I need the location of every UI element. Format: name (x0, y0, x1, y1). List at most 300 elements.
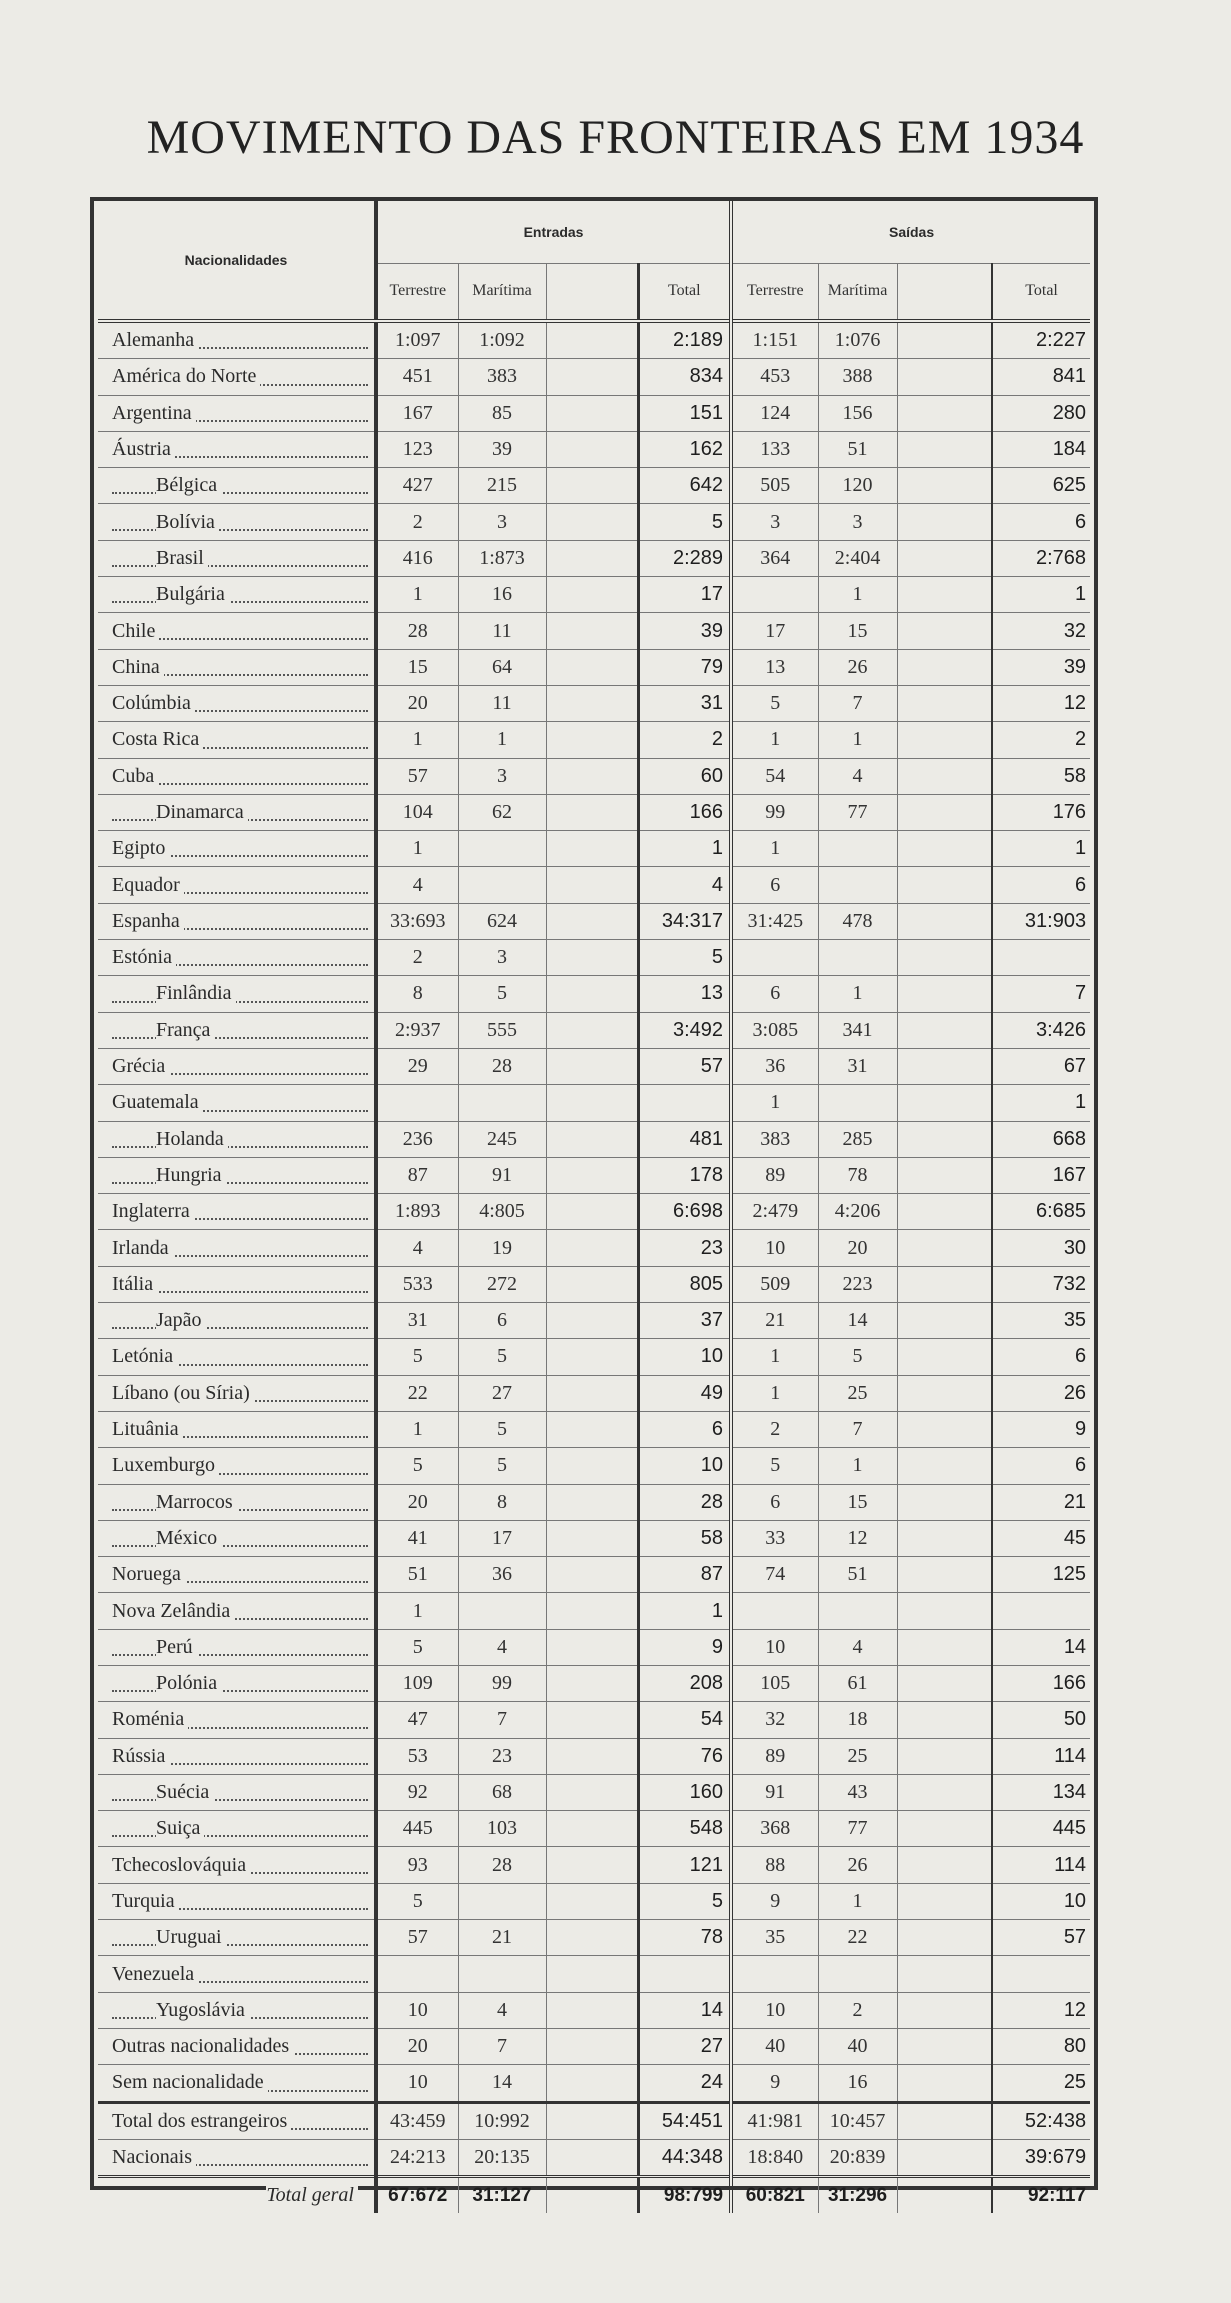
entradas-terrestre: 109 (376, 1665, 458, 1701)
saidas-maritima (818, 940, 897, 976)
entradas-total: 34:317 (638, 903, 731, 939)
saidas-total: 2:768 (992, 540, 1090, 576)
row-name-cell (98, 1520, 376, 1556)
saidas-blank (897, 649, 992, 685)
entradas-blank (546, 1085, 638, 1121)
saidas-terrestre: 6 (731, 1484, 818, 1520)
saidas-total: 92:117 (992, 2177, 1090, 2214)
entradas-blank (546, 831, 638, 867)
entradas-blank (546, 321, 638, 359)
saidas-blank (897, 1012, 992, 1048)
row-name: Cuba (112, 765, 158, 787)
dot-leader (112, 1545, 368, 1547)
saidas-terrestre: 364 (731, 540, 818, 576)
saidas-total: 125 (992, 1557, 1090, 1593)
saidas-total: 6 (992, 1339, 1090, 1375)
row-name: Holanda (156, 1128, 228, 1150)
saidas-blank (897, 1157, 992, 1193)
saidas-terrestre: 10 (731, 1992, 818, 2028)
table-row (98, 794, 1090, 830)
header-saidas: Saídas (888, 223, 935, 240)
saidas-blank (897, 468, 992, 504)
entradas-maritima (458, 831, 546, 867)
saidas-maritima: 388 (818, 359, 897, 395)
entradas-maritima: 31:127 (458, 2177, 546, 2214)
saidas-total: 6 (992, 504, 1090, 540)
saidas-terrestre (731, 577, 818, 613)
row-name: Brasil (156, 547, 208, 569)
dot-leader (112, 601, 368, 603)
row-name-cell (98, 758, 376, 794)
entradas-maritima: 27 (458, 1375, 546, 1411)
row-name-cell (98, 1629, 376, 1665)
saidas-maritima: 1 (818, 976, 897, 1012)
saidas-maritima: 15 (818, 613, 897, 649)
row-name: Grécia (112, 1055, 169, 1077)
saidas-blank (897, 359, 992, 395)
entradas-blank (546, 1266, 638, 1302)
entradas-terrestre: 41 (376, 1520, 458, 1556)
saidas-maritima: 51 (818, 1557, 897, 1593)
saidas-total: 2 (992, 722, 1090, 758)
row-name: Japão (156, 1309, 206, 1331)
table-row (98, 431, 1090, 467)
table-row (98, 1920, 1090, 1956)
saidas-total: 39:679 (992, 2139, 1090, 2176)
entradas-maritima: 5 (458, 976, 546, 1012)
entradas-total: 5 (638, 504, 731, 540)
entradas-maritima: 14 (458, 2065, 546, 2102)
saidas-terrestre: 133 (731, 431, 818, 467)
entradas-maritima: 68 (458, 1774, 546, 1810)
table-row (98, 1012, 1090, 1048)
saidas-blank (897, 1230, 992, 1266)
saidas-maritima: 20 (818, 1230, 897, 1266)
row-name: Roménia (112, 1708, 188, 1730)
row-name: Uruguai (156, 1926, 226, 1948)
entradas-terrestre: 1:097 (376, 321, 458, 359)
saidas-total: 1 (992, 831, 1090, 867)
saidas-maritima: 1 (818, 577, 897, 613)
saidas-total: 1 (992, 577, 1090, 613)
saidas-maritima: 478 (818, 903, 897, 939)
saidas-total: 14 (992, 1629, 1090, 1665)
table-row (98, 1085, 1090, 1121)
table-row (98, 1629, 1090, 1665)
row-name-cell (98, 2139, 376, 2176)
entradas-total: 1 (638, 1593, 731, 1629)
entradas-blank (546, 976, 638, 1012)
entradas-blank (546, 2065, 638, 2102)
table-row (98, 1956, 1090, 1992)
saidas-maritima (818, 867, 897, 903)
table-row (98, 1194, 1090, 1230)
saidas-blank (897, 1956, 992, 1992)
table-row (98, 1448, 1090, 1484)
saidas-total: 26 (992, 1375, 1090, 1411)
saidas-total: 35 (992, 1303, 1090, 1339)
row-name-cell (98, 1774, 376, 1810)
saidas-total: 45 (992, 1520, 1090, 1556)
saidas-blank (897, 1085, 992, 1121)
entradas-terrestre: 92 (376, 1774, 458, 1810)
table-row (98, 1375, 1090, 1411)
table-row (98, 577, 1090, 613)
entradas-maritima: 23 (458, 1738, 546, 1774)
saidas-maritima (818, 1085, 897, 1121)
saidas-maritima: 156 (818, 395, 897, 431)
entradas-maritima: 62 (458, 794, 546, 830)
saidas-maritima: 20:839 (818, 2139, 897, 2176)
saidas-blank (897, 903, 992, 939)
entradas-total: 6:698 (638, 1194, 731, 1230)
saidas-total: 114 (992, 1738, 1090, 1774)
saidas-terrestre: 509 (731, 1266, 818, 1302)
row-name: Hungria (156, 1164, 226, 1186)
entradas-terrestre: 28 (376, 613, 458, 649)
saidas-maritima: 223 (818, 1266, 897, 1302)
row-name-cell (98, 794, 376, 830)
table-row (98, 1266, 1090, 1302)
saidas-maritima: 77 (818, 794, 897, 830)
saidas-total: 668 (992, 1121, 1090, 1157)
row-name-cell (98, 431, 376, 467)
entradas-terrestre: 10 (376, 1992, 458, 2028)
table-row (98, 1593, 1090, 1629)
table-row (98, 976, 1090, 1012)
row-name-cell (98, 2028, 376, 2064)
entradas-blank (546, 359, 638, 395)
saidas-total: 166 (992, 1665, 1090, 1701)
entradas-maritima: 91 (458, 1157, 546, 1193)
row-name-cell (98, 1847, 376, 1883)
entradas-maritima: 1 (458, 722, 546, 758)
saidas-total: 732 (992, 1266, 1090, 1302)
entradas-total: 121 (638, 1847, 731, 1883)
entradas-blank (546, 1048, 638, 1084)
saidas-terrestre: 9 (731, 2065, 818, 2102)
row-name-cell (98, 2177, 376, 2214)
entradas-terrestre: 416 (376, 540, 458, 576)
row-name: Irlanda (112, 1237, 173, 1259)
saidas-terrestre: 6 (731, 867, 818, 903)
saidas-total: 80 (992, 2028, 1090, 2064)
entradas-maritima: 28 (458, 1847, 546, 1883)
entradas-maritima: 8 (458, 1484, 546, 1520)
entradas-terrestre (376, 1085, 458, 1121)
entradas-blank (546, 1811, 638, 1847)
row-name: Colúmbia (112, 692, 195, 714)
entradas-terrestre: 22 (376, 1375, 458, 1411)
entradas-terrestre: 1 (376, 722, 458, 758)
table-row (98, 1157, 1090, 1193)
saidas-maritima: 14 (818, 1303, 897, 1339)
entradas-terrestre: 236 (376, 1121, 458, 1157)
entradas-blank (546, 1992, 638, 2028)
dot-leader (112, 1690, 368, 1692)
dot-leader (112, 1037, 368, 1039)
table-row (98, 468, 1090, 504)
entradas-terrestre: 29 (376, 1048, 458, 1084)
entradas-blank (546, 1629, 638, 1665)
row-name-cell (98, 685, 376, 721)
saidas-total: 67 (992, 1048, 1090, 1084)
saidas-total: 6 (992, 1448, 1090, 1484)
saidas-terrestre: 124 (731, 395, 818, 431)
table-row (98, 1121, 1090, 1157)
page-title: MOVIMENTO DAS FRONTEIRAS EM 1934 (146, 111, 1085, 164)
row-name: Áustria (112, 438, 175, 460)
entradas-total: 44:348 (638, 2139, 731, 2176)
saidas-terrestre: 13 (731, 649, 818, 685)
entradas-total: 834 (638, 359, 731, 395)
row-name: Marrocos (156, 1491, 237, 1513)
saidas-maritima: 120 (818, 468, 897, 504)
entradas-maritima: 103 (458, 1811, 546, 1847)
entradas-maritima: 20:135 (458, 2139, 546, 2176)
row-name: Total dos estrangeiros (112, 2110, 291, 2132)
saidas-terrestre: 505 (731, 468, 818, 504)
saidas-total: 32 (992, 613, 1090, 649)
saidas-total: 167 (992, 1157, 1090, 1193)
entradas-blank (546, 468, 638, 504)
saidas-terrestre: 10 (731, 1230, 818, 1266)
saidas-maritima: 2 (818, 1992, 897, 2028)
entradas-terrestre: 2:937 (376, 1012, 458, 1048)
entradas-total: 60 (638, 758, 731, 794)
entradas-maritima: 21 (458, 1920, 546, 1956)
row-name: Finlândia (156, 982, 236, 1004)
saidas-blank (897, 1774, 992, 1810)
entradas-maritima: 16 (458, 577, 546, 613)
table-row (98, 1847, 1090, 1883)
saidas-terrestre: 41:981 (731, 2102, 818, 2139)
row-name-cell (98, 1375, 376, 1411)
saidas-blank (897, 1557, 992, 1593)
saidas-blank (897, 831, 992, 867)
saidas-terrestre: 1 (731, 831, 818, 867)
table-row (98, 831, 1090, 867)
entradas-total: 49 (638, 1375, 731, 1411)
row-name: Total geral (266, 2184, 358, 2206)
saidas-maritima: 1:076 (818, 321, 897, 359)
entradas-maritima: 383 (458, 359, 546, 395)
entradas-blank (546, 1738, 638, 1774)
entradas-blank (546, 1339, 638, 1375)
saidas-blank (897, 1629, 992, 1665)
entradas-terrestre: 31 (376, 1303, 458, 1339)
row-name: Suécia (156, 1781, 213, 1803)
saidas-blank (897, 867, 992, 903)
saidas-maritima: 341 (818, 1012, 897, 1048)
saidas-total: 21 (992, 1484, 1090, 1520)
saidas-terrestre: 6 (731, 976, 818, 1012)
saidas-blank (897, 2139, 992, 2176)
entradas-blank (546, 1012, 638, 1048)
saidas-blank (897, 577, 992, 613)
table-row (98, 1557, 1090, 1593)
saidas-blank (897, 2028, 992, 2064)
row-name: Sem nacionalidade (112, 2071, 268, 2093)
table-row (98, 903, 1090, 939)
table-row (98, 1738, 1090, 1774)
header-saidas-total: Total (992, 263, 1090, 321)
dot-leader (112, 1182, 368, 1184)
row-name: Nova Zelândia (112, 1600, 234, 1622)
entradas-maritima (458, 1883, 546, 1919)
entradas-blank (546, 1303, 638, 1339)
entradas-maritima: 17 (458, 1520, 546, 1556)
saidas-terrestre: 89 (731, 1157, 818, 1193)
entradas-total: 166 (638, 794, 731, 830)
entradas-total: 2 (638, 722, 731, 758)
entradas-terrestre: 87 (376, 1157, 458, 1193)
table-row (98, 613, 1090, 649)
saidas-total: 114 (992, 1847, 1090, 1883)
saidas-terrestre: 21 (731, 1303, 818, 1339)
row-name-cell (98, 321, 376, 359)
row-name: Estónia (112, 946, 176, 968)
saidas-maritima (818, 1956, 897, 1992)
entradas-maritima: 6 (458, 1303, 546, 1339)
table-row (98, 1774, 1090, 1810)
entradas-terrestre: 451 (376, 359, 458, 395)
entradas-blank (546, 867, 638, 903)
entradas-terrestre: 1 (376, 577, 458, 613)
saidas-maritima: 40 (818, 2028, 897, 2064)
saidas-terrestre: 1 (731, 1339, 818, 1375)
table-row (98, 540, 1090, 576)
saidas-terrestre: 10 (731, 1629, 818, 1665)
entradas-total: 4 (638, 867, 731, 903)
entradas-total: 23 (638, 1230, 731, 1266)
entradas-maritima (458, 1593, 546, 1629)
table-row (98, 1811, 1090, 1847)
row-name-cell (98, 468, 376, 504)
entradas-blank (546, 1665, 638, 1701)
entradas-blank (546, 1847, 638, 1883)
entradas-blank (546, 577, 638, 613)
saidas-total: 10 (992, 1883, 1090, 1919)
saidas-maritima: 4:206 (818, 1194, 897, 1230)
entradas-maritima: 245 (458, 1121, 546, 1157)
entradas-maritima: 7 (458, 2028, 546, 2064)
entradas-terrestre: 123 (376, 431, 458, 467)
entradas-blank (546, 2102, 638, 2139)
entradas-blank (546, 1920, 638, 1956)
saidas-total: 31:903 (992, 903, 1090, 939)
entradas-blank (546, 395, 638, 431)
saidas-terrestre (731, 1593, 818, 1629)
row-name: Bélgica (156, 474, 221, 496)
row-name: Argentina (112, 402, 196, 424)
entradas-total: 58 (638, 1520, 731, 1556)
table-row (98, 2065, 1090, 2102)
entradas-blank (546, 2139, 638, 2176)
header-saidas-blank (897, 263, 992, 321)
entradas-maritima: 19 (458, 1230, 546, 1266)
entradas-blank (546, 613, 638, 649)
entradas-terrestre: 533 (376, 1266, 458, 1302)
saidas-blank (897, 1339, 992, 1375)
row-name-cell (98, 1883, 376, 1919)
entradas-maritima: 5 (458, 1411, 546, 1447)
saidas-maritima: 5 (818, 1339, 897, 1375)
table-row (98, 2139, 1090, 2176)
saidas-maritima (818, 831, 897, 867)
entradas-terrestre: 53 (376, 1738, 458, 1774)
table-row (98, 2102, 1090, 2139)
saidas-maritima: 15 (818, 1484, 897, 1520)
row-name: França (156, 1019, 214, 1041)
entradas-total: 31 (638, 685, 731, 721)
header-entradas-blank (546, 263, 638, 321)
dot-leader (112, 492, 368, 494)
entradas-terrestre: 2 (376, 504, 458, 540)
row-name-cell (98, 831, 376, 867)
saidas-blank (897, 2102, 992, 2139)
entradas-total: 10 (638, 1339, 731, 1375)
saidas-blank (897, 1303, 992, 1339)
saidas-terrestre: 453 (731, 359, 818, 395)
saidas-total: 625 (992, 468, 1090, 504)
row-name-cell (98, 976, 376, 1012)
entradas-blank (546, 722, 638, 758)
saidas-blank (897, 1920, 992, 1956)
entradas-terrestre: 33:693 (376, 903, 458, 939)
saidas-maritima: 12 (818, 1520, 897, 1556)
saidas-maritima: 7 (818, 685, 897, 721)
table-row (98, 867, 1090, 903)
row-name-cell (98, 1484, 376, 1520)
entradas-blank (546, 1375, 638, 1411)
table-row (98, 321, 1090, 359)
saidas-maritima: 1 (818, 722, 897, 758)
entradas-terrestre: 4 (376, 1230, 458, 1266)
row-name: Nacionais (112, 2146, 196, 2168)
saidas-total: 280 (992, 395, 1090, 431)
row-name: Yugoslávia (156, 1999, 249, 2021)
entradas-total: 160 (638, 1774, 731, 1810)
entradas-maritima: 5 (458, 1339, 546, 1375)
saidas-total (992, 1956, 1090, 1992)
row-name-cell (98, 504, 376, 540)
table-row (98, 2028, 1090, 2064)
saidas-total: 50 (992, 1702, 1090, 1738)
entradas-total: 54:451 (638, 2102, 731, 2139)
saidas-maritima: 10:457 (818, 2102, 897, 2139)
table-row (98, 1992, 1090, 2028)
entradas-blank (546, 758, 638, 794)
row-name: América do Norte (112, 365, 260, 387)
saidas-maritima: 1 (818, 1448, 897, 1484)
entradas-terrestre: 93 (376, 1847, 458, 1883)
saidas-total: 184 (992, 431, 1090, 467)
saidas-blank (897, 976, 992, 1012)
saidas-blank (897, 1194, 992, 1230)
entradas-total: 5 (638, 940, 731, 976)
saidas-blank (897, 722, 992, 758)
row-name-cell (98, 613, 376, 649)
saidas-terrestre: 89 (731, 1738, 818, 1774)
saidas-terrestre: 1:151 (731, 321, 818, 359)
entradas-maritima: 99 (458, 1665, 546, 1701)
row-name-cell (98, 2102, 376, 2139)
saidas-blank (897, 1411, 992, 1447)
entradas-maritima (458, 1956, 546, 1992)
entradas-terrestre: 2 (376, 940, 458, 976)
saidas-blank (897, 1048, 992, 1084)
